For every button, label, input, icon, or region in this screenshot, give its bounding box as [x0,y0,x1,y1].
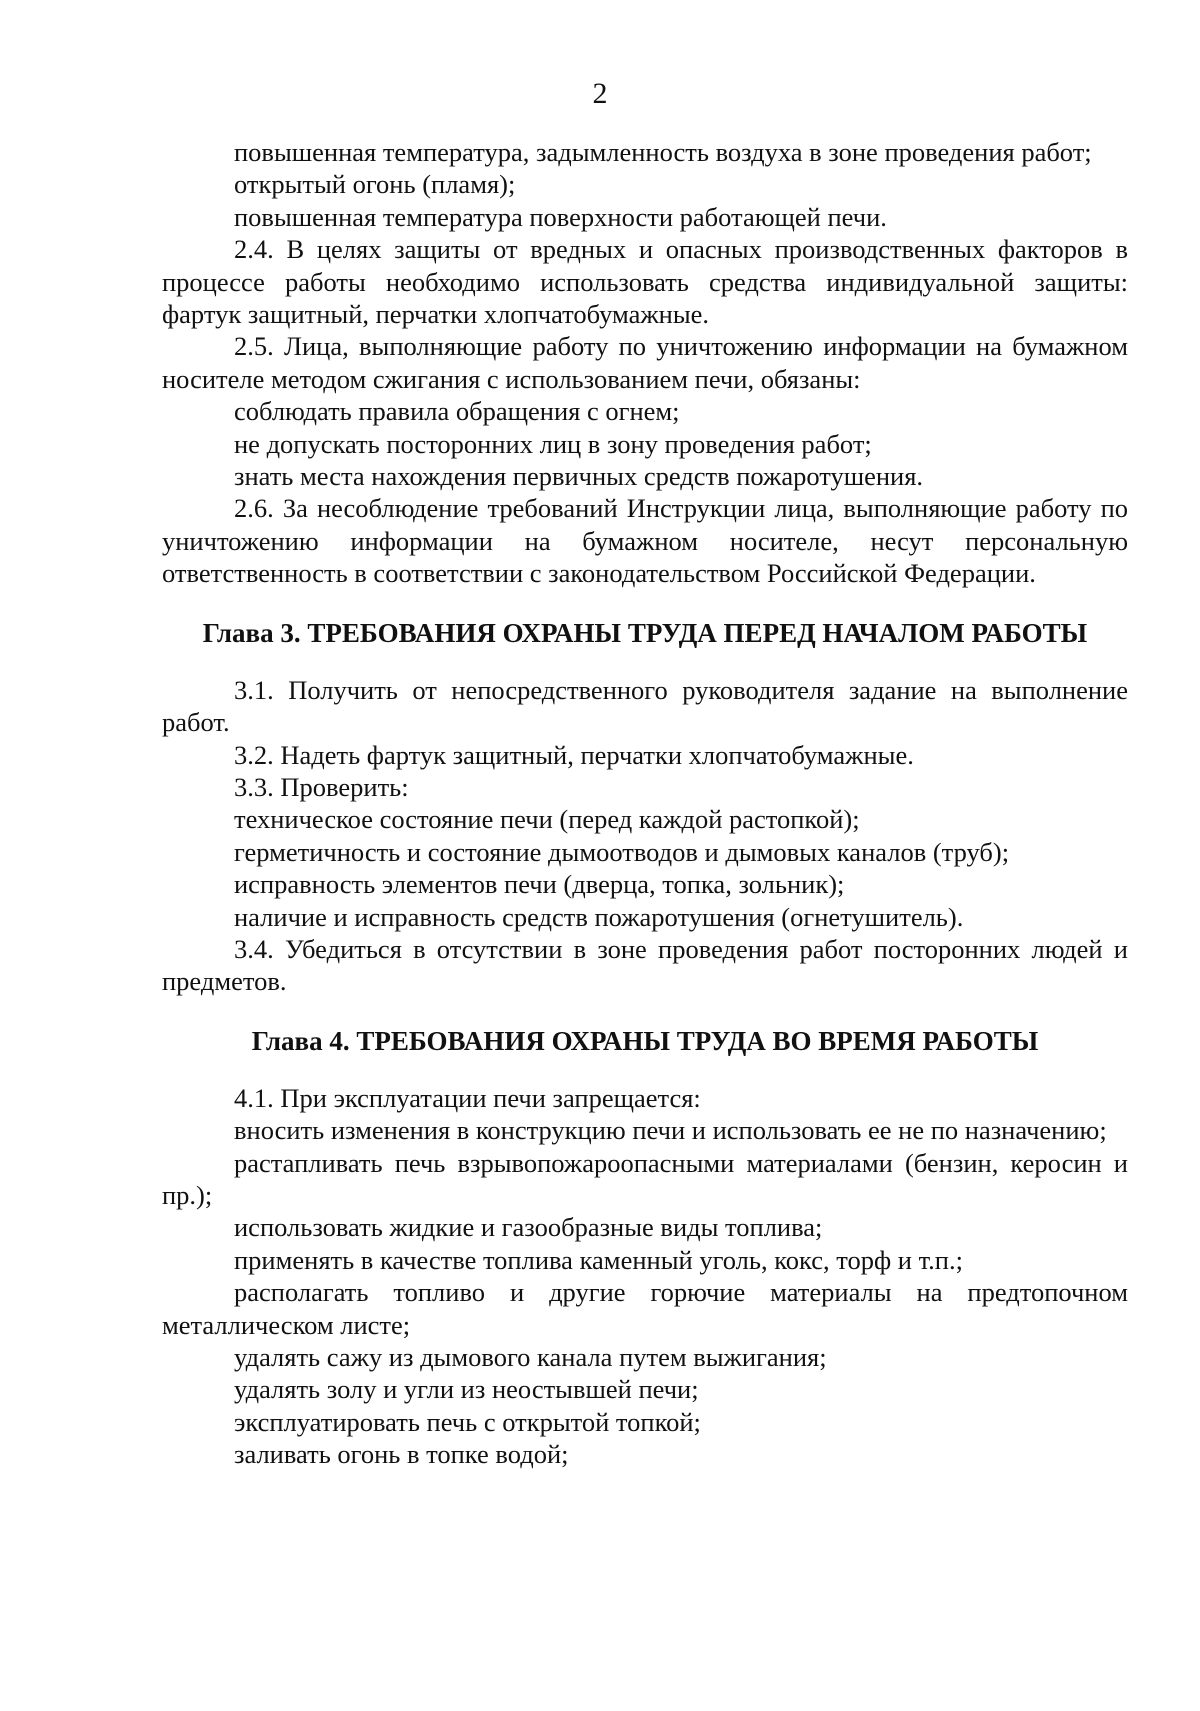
paragraph: удалять сажу из дымового канала путем выжигания; [234,1342,827,1372]
paragraph: не допускать посторонних лиц в зону проведения работ; [234,428,872,459]
paragraph: повышенная температура поверхности работающей печи. [234,201,887,232]
paragraph: применять в качестве топлива каменный уголь, кокс, торф и т.п.; [234,1244,963,1275]
paragraph: открытый огонь (пламя); [234,169,516,200]
chapter-3-heading: Глава 3. ТРЕБОВАНИЯ ОХРАНЫ ТРУДА ПЕРЕД НАЧАЛОМ РАБОТЫ [202,617,1088,648]
paragraph: наличие и исправность средств пожаротушения (огнетушитель). [234,901,964,932]
paragraph: техническое состояние печи (перед каждой растопкой); [234,804,860,835]
paragraph: повышенная температура, задымленность воздуха в зоне проведения работ; [234,137,1092,167]
paragraph: 3.1. Получить от непосредственного руководителя задание на выполнение работ. [162,674,1128,738]
paragraph: герметичность и состояние дымоотводов и дымовых каналов (труб); [234,836,1010,867]
paragraph: соблюдать правила обращения с огнем; [234,396,680,427]
paragraph: эксплуатировать печь с открытой топкой; [234,1406,701,1437]
page-number: 2 [592,77,608,110]
paragraph: 3.2. Надеть фартук защитный, перчатки хлопчатобумажные. [234,739,914,770]
paragraph: знать места нахождения первичных средств пожаротушения. [234,461,924,492]
paragraph: 3.3. Проверить: [234,771,409,802]
paragraph: растапливать печь взрывопожароопасными материалами (бензин, керосин и пр.); [162,1147,1128,1210]
paragraph: 2.6. За несоблюдение требований Инструкции лица, выполняющие работу по уничтожению информации на бумажном носителе, несут персональную ответственность в соответствии с законодательством Российской Федерации. [162,493,1128,589]
paragraph: удалять золу и угли из неостывшей печи; [234,1374,699,1405]
paragraph: 4.1. При эксплуатации печи запрещается: [234,1082,701,1113]
paragraph: вносить изменения в конструкцию печи и использовать ее не по назначению; [234,1115,1107,1146]
paragraph: использовать жидкие и газообразные виды топлива; [234,1212,823,1243]
paragraph: исправность элементов печи (дверца, топка, зольник); [234,869,845,900]
paragraph: 2.4. В целях защиты от вредных и опасных производственных факторов в процессе работы необходимо использовать средства индивидуальной защиты: фартук защитный, перчатки хлопчатобумажные. [162,234,1128,330]
paragraph: располагать топливо и другие горючие материалы на предтопочном металлическом листе; [162,1277,1128,1340]
paragraph: 2.5. Лица, выполняющие работу по уничтожению информации на бумажном носителе методом сжигания с использованием печи, обязаны: [162,331,1128,394]
chapter-4-heading: Глава 4. ТРЕБОВАНИЯ ОХРАНЫ ТРУДА ВО ВРЕМЯ РАБОТЫ [251,1025,1039,1056]
paragraph: заливать огонь в топке водой; [234,1439,569,1470]
paragraph: 3.4. Убедиться в отсутствии в зоне проведения работ посторонних людей и предметов. [162,933,1128,997]
document-body [162,136,1128,1471]
